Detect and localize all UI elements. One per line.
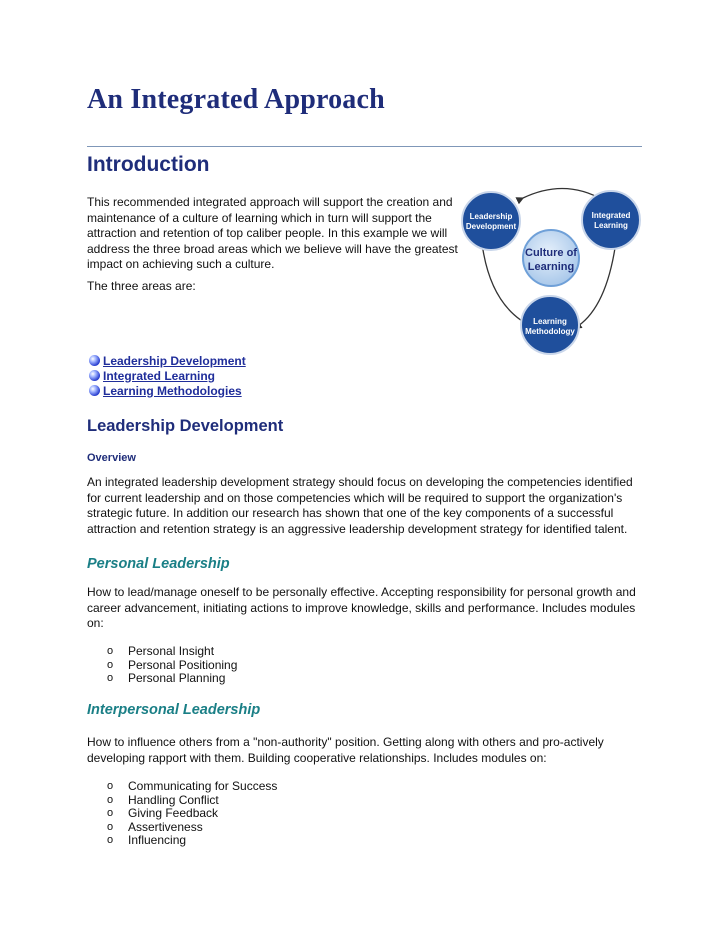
node-integrated-line1: Integrated — [591, 211, 631, 220]
bullet-ball-icon — [89, 370, 100, 381]
bullet-circle-icon: o — [107, 780, 114, 792]
module-label: Handling Conflict — [128, 792, 219, 807]
module-label: Giving Feedback — [128, 806, 219, 820]
bullet-circle-icon: o — [107, 834, 114, 846]
list-item — [89, 368, 246, 383]
list-item — [107, 672, 237, 686]
list-item — [89, 383, 246, 398]
center-line1: Culture of — [525, 247, 577, 259]
link-integrated-learning[interactable]: Integrated Learning — [103, 368, 216, 383]
overview-label: Overview — [87, 452, 136, 464]
module-label: Personal Planning — [128, 671, 226, 685]
node-leadership-line1: Leadership — [469, 212, 513, 221]
bullet-circle-icon: o — [107, 645, 114, 657]
leadership-development-heading: Leadership Development — [87, 417, 284, 435]
arrow-right — [575, 248, 615, 328]
module-label: Personal Insight — [128, 644, 215, 658]
bullet-circle-icon: o — [107, 793, 114, 806]
node-methodology-line2: Methodology — [525, 327, 575, 336]
node-leadership-development — [462, 192, 520, 250]
center-line2: Learning — [527, 261, 575, 273]
bullet-circle-icon: o — [107, 807, 114, 819]
list-item — [107, 807, 277, 821]
interpersonal-modules-list — [107, 780, 277, 848]
interpersonal-leadership-paragraph: How to influence others from a "non-authority" position. Getting along with others and pro-actively developing rapport with them. Building cooperative relationships. Includes modules on: — [87, 735, 604, 765]
module-label: Assertiveness — [128, 819, 203, 834]
title-divider — [87, 146, 642, 147]
overview-paragraph: An integrated leadership development strategy should focus on developing the competencies identified for current leadership and on those competencies which will be required to support the organization's strategic future. In addition our research has shown that one of the key components of a successful attraction and retention strategy is an aggressive leadership development strategy for identified talent. — [87, 475, 633, 536]
module-label: Personal Positioning — [128, 657, 238, 672]
node-methodology-line1: Learning — [533, 317, 567, 326]
interpersonal-leadership-heading: Interpersonal Leadership — [87, 702, 261, 718]
personal-leadership-heading: Personal Leadership — [87, 556, 230, 572]
list-item — [89, 353, 246, 368]
introduction-paragraph: This recommended integrated approach will support the creation and maintenance of a culture of learning which in turn will support the attraction and retention of top caliber people. In this example we will address the three broad areas which we believe will have the greatest impact on achieving such a culture. — [87, 195, 458, 271]
areas-label: The three areas are: — [87, 279, 196, 293]
module-label: Influencing — [128, 833, 187, 847]
module-label: Communicating for Success — [128, 779, 278, 793]
list-item — [107, 834, 277, 848]
area-links — [89, 353, 246, 398]
list-item — [107, 794, 277, 808]
bullet-circle-icon: o — [107, 672, 114, 684]
node-leadership-line2: Development — [465, 222, 517, 231]
link-leadership-development[interactable]: Leadership Development — [103, 353, 246, 368]
culture-of-learning-diagram — [455, 178, 645, 360]
node-integrated-learning — [582, 191, 640, 249]
list-item — [107, 645, 237, 659]
link-learning-methodologies[interactable]: Learning Methodologies — [103, 383, 242, 398]
list-item — [107, 659, 237, 673]
list-item — [107, 821, 277, 835]
bullet-ball-icon — [89, 385, 100, 396]
personal-modules-list — [107, 645, 237, 686]
list-item — [107, 780, 277, 794]
node-integrated-line2: Learning — [594, 221, 628, 230]
bullet-circle-icon: o — [107, 658, 114, 671]
introduction-heading: Introduction — [87, 153, 210, 176]
personal-leadership-paragraph: How to lead/manage oneself to be personally effective. Accepting responsibility for personal growth and career advancement, initiating actions to improve knowledge, skills and performance. Includes modules on: — [87, 585, 636, 630]
bullet-circle-icon: o — [107, 820, 114, 833]
bullet-ball-icon — [89, 355, 100, 366]
document-title: An Integrated Approach — [87, 84, 385, 115]
